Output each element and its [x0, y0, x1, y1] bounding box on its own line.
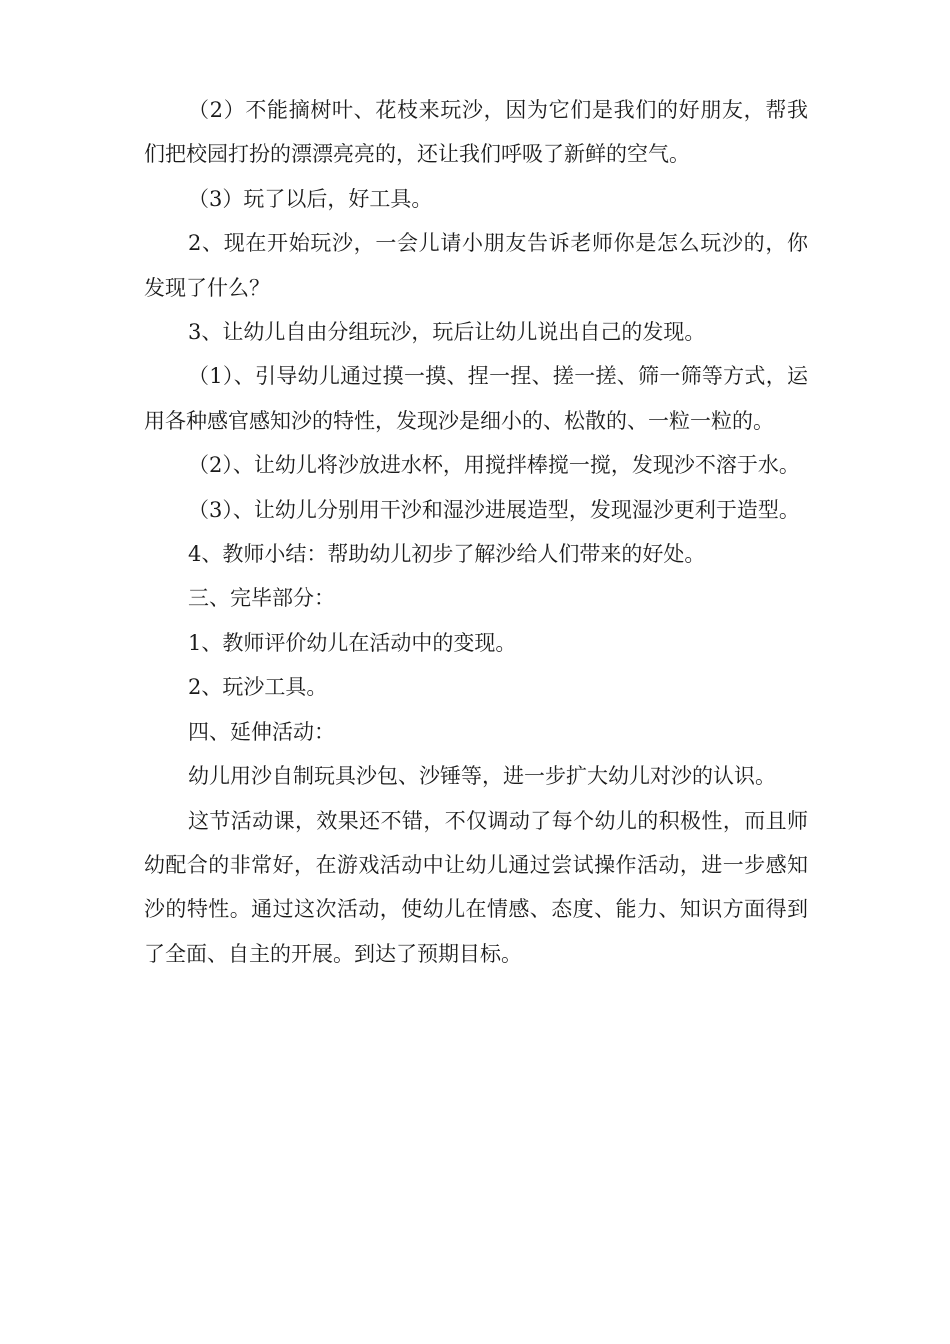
paragraph: （2）不能摘树叶、花枝来玩沙，因为它们是我们的好朋友，帮我们把校园打扮的漂漂亮亮的，还让我们呼吸了新鲜的空气。 — [144, 98, 808, 167]
document-body — [144, 88, 808, 976]
paragraph: （2）、让幼儿将沙放进水杯，用搅拌棒搅一搅，发现沙不溶于水。 — [188, 453, 800, 478]
paragraph: 3、让幼儿自由分组玩沙，玩后让幼儿说出自己的发现。 — [188, 320, 706, 345]
paragraph: 4、教师小结：帮助幼儿初步了解沙给人们带来的好处。 — [188, 542, 706, 567]
paragraph: （1）、引导幼儿通过摸一摸、捏一捏、搓一搓、筛一筛等方式，运用各种感官感知沙的特性，发现沙是细小的、松散的、一粒一粒的。 — [144, 364, 808, 433]
paragraph: 1、教师评价幼儿在活动中的变现。 — [188, 630, 517, 655]
paragraph: 这节活动课，效果还不错，不仅调动了每个幼儿的积极性，而且师幼配合的非常好，在游戏活动中让幼儿通过尝试操作活动，进一步感知沙的特性。通过这次活动，使幼儿在情感、态度、能力、知识方面得到了全面、自主的开展。到达了预期目标。 — [144, 808, 808, 966]
section-heading: 四、延伸活动： — [188, 719, 335, 744]
paragraph: （3）、让幼儿分别用干沙和湿沙进展造型，发现湿沙更利于造型。 — [188, 497, 800, 522]
paragraph: 2、现在开始玩沙，一会儿请小朋友告诉老师你是怎么玩沙的，你发现了什么？ — [144, 231, 808, 300]
paragraph: 幼儿用沙自制玩具沙包、沙锤等，进一步扩大幼儿对沙的认识。 — [188, 764, 776, 789]
paragraph: （3）玩了以后，好工具。 — [188, 186, 433, 211]
paragraph: 2、玩沙工具。 — [188, 675, 328, 700]
section-heading: 三、完毕部分： — [188, 586, 335, 611]
